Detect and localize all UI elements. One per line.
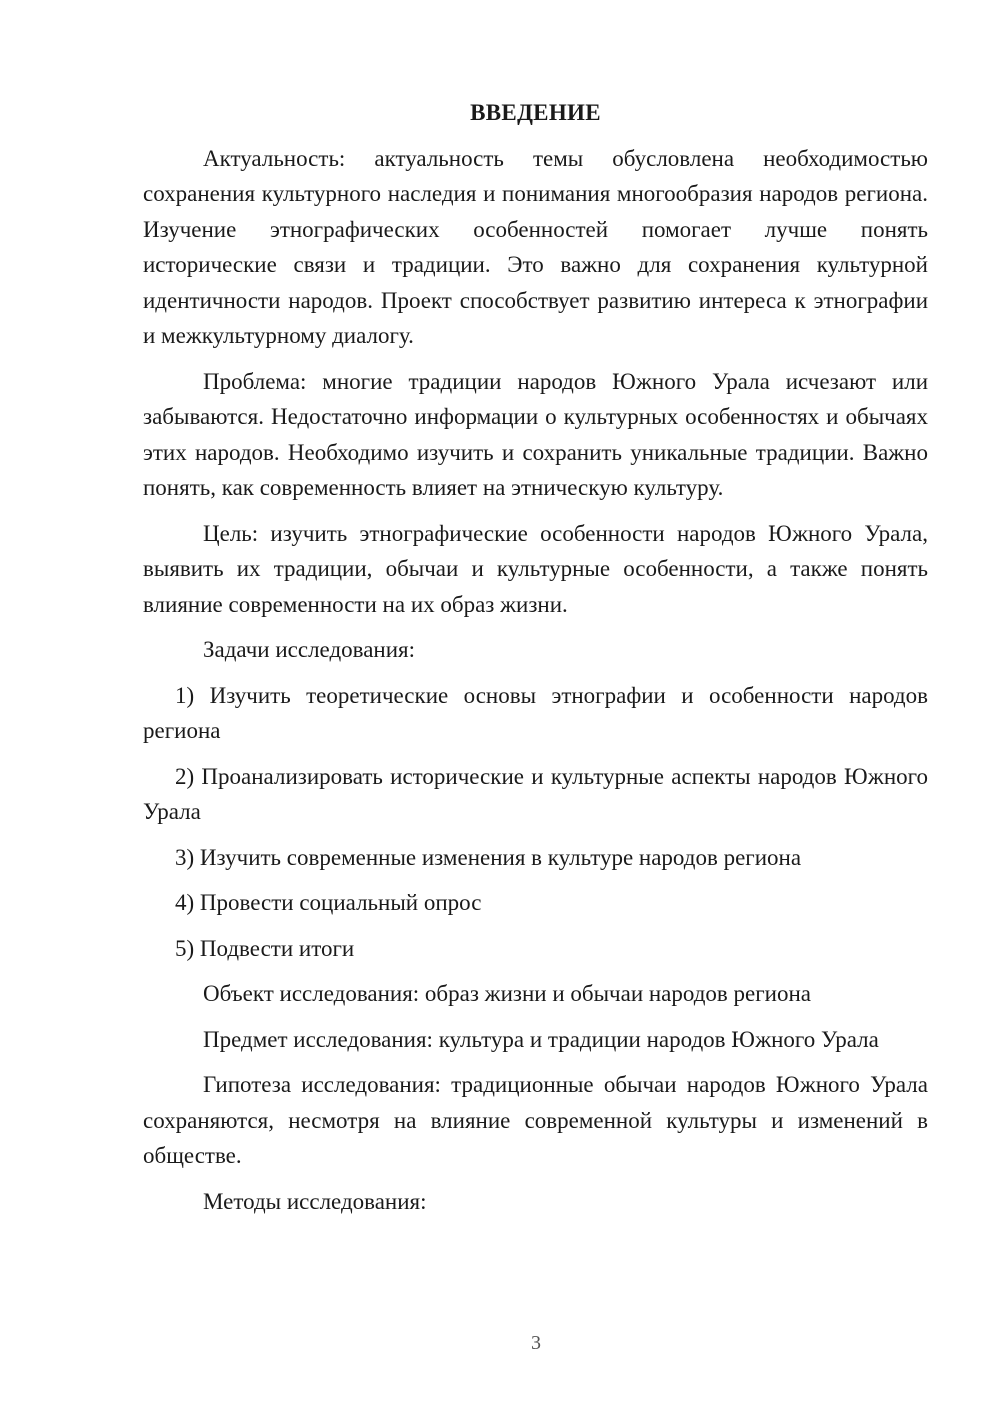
research-hypothesis: Гипотеза исследования: традиционные обычаи народов Южного Урала сохраняются, несмотря на влияние современной культуры и изменений в обществе. xyxy=(143,1072,928,1168)
research-subject: Предмет исследования: культура и традиции народов Южного Урала xyxy=(203,1026,879,1052)
paragraph-relevance: Актуальность: актуальность темы обусловлена необходимостью сохранения культурного наследия и понимания многообразия народов региона. Изучение этнографических особенностей помогает лучше понять исторические связи и традиции. Это важно для сохранения культурной идентичности народов. Проект способствует развитию интереса к этнографии и межкультурному диалогу. xyxy=(143,145,928,348)
task-item-3: 3) Изучить современные изменения в культуре народов региона xyxy=(175,844,802,870)
task-item-4: 4) Провести социальный опрос xyxy=(175,890,482,915)
tasks-heading: Задачи исследования: xyxy=(203,637,416,662)
section-title: ВВЕДЕНИЕ xyxy=(470,100,601,125)
research-methods: Методы исследования: xyxy=(203,1188,427,1214)
paragraph-goal: Цель: изучить этнографические особенности народов Южного Урала, выявить их традиции, обычаи и культурные особенности, а также понять влияние современности на их образ жизни. xyxy=(143,520,928,617)
page-number: 3 xyxy=(531,1332,541,1354)
task-item-2: 2) Проанализировать исторические и культурные аспекты народов Южного Урала xyxy=(143,763,928,824)
research-object: Объект исследования: образ жизни и обычаи народов региона xyxy=(203,981,812,1006)
task-item-5: 5) Подвести итоги xyxy=(175,935,355,961)
page-content xyxy=(143,95,928,1229)
paragraph-problem: Проблема: многие традиции народов Южного Урала исчезают или забываются. Недостаточно информации о культурных особенностях и обычаях этих народов. Необходимо изучить и сохранить уникальные традиции. Важно понять, как современность влияет на этническую культуру. xyxy=(143,368,928,500)
task-item-1: 1) Изучить теоретические основы этнографии и особенности народов региона xyxy=(143,682,928,743)
